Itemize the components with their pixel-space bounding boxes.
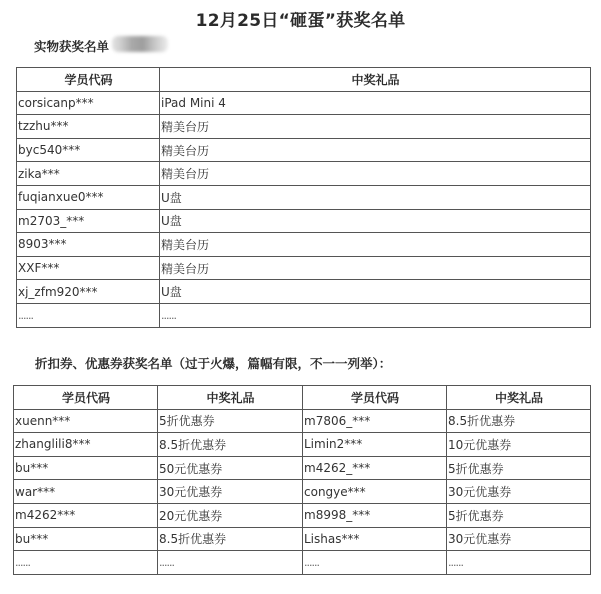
prize: 8.5折优惠券 bbox=[158, 433, 303, 457]
student-code: corsicanp*** bbox=[17, 91, 160, 115]
student-code: bu*** bbox=[14, 456, 158, 480]
column-header-student-code: 学员代码 bbox=[17, 68, 160, 92]
page-title: 12月25日“砸蛋”获奖名单 bbox=[195, 11, 406, 31]
table-row-ellipsis bbox=[17, 303, 591, 327]
student-code: congye*** bbox=[303, 480, 447, 504]
column-header-prize: 中奖礼品 bbox=[158, 386, 303, 410]
table-row bbox=[17, 115, 591, 139]
student-code: m2703_*** bbox=[17, 209, 160, 233]
student-code: fuqianxue0*** bbox=[17, 185, 160, 209]
column-header-prize: 中奖礼品 bbox=[447, 386, 591, 410]
student-code: ...... bbox=[303, 551, 447, 575]
table-row bbox=[14, 480, 591, 504]
prize: 精美台历 bbox=[160, 162, 591, 186]
prize: 精美台历 bbox=[160, 115, 591, 139]
student-code: XXF*** bbox=[17, 256, 160, 280]
prize: 8.5折优惠券 bbox=[158, 527, 303, 551]
prize: U盘 bbox=[160, 280, 591, 304]
student-code: zika*** bbox=[17, 162, 160, 186]
prize: iPad Mini 4 bbox=[160, 91, 591, 115]
student-code: m4262_*** bbox=[303, 456, 447, 480]
prize: U盘 bbox=[160, 209, 591, 233]
table-header-row bbox=[17, 68, 591, 92]
student-code: zhanglili8*** bbox=[14, 433, 158, 457]
table-header-row bbox=[14, 386, 591, 410]
prize: 10元优惠券 bbox=[447, 433, 591, 457]
student-code: 8903*** bbox=[17, 233, 160, 257]
prize: 5折优惠券 bbox=[158, 409, 303, 433]
student-code: m4262*** bbox=[14, 503, 158, 527]
student-code: war*** bbox=[14, 480, 158, 504]
prize: 精美台历 bbox=[160, 233, 591, 257]
student-code: m7806_*** bbox=[303, 409, 447, 433]
student-code: m8998_*** bbox=[303, 503, 447, 527]
table-row bbox=[17, 233, 591, 257]
student-code: byc540*** bbox=[17, 138, 160, 162]
physical-prizes-heading: 实物获奖名单 bbox=[34, 39, 110, 54]
prize: 8.5折优惠券 bbox=[447, 409, 591, 433]
column-header-student-code: 学员代码 bbox=[14, 386, 158, 410]
student-code: xuenn*** bbox=[14, 409, 158, 433]
student-code: tzzhu*** bbox=[17, 115, 160, 139]
table-row-ellipsis bbox=[14, 551, 591, 575]
prize: 30元优惠券 bbox=[158, 480, 303, 504]
table-row bbox=[17, 162, 591, 186]
prize: 5折优惠券 bbox=[447, 456, 591, 480]
column-header-prize: 中奖礼品 bbox=[160, 68, 591, 92]
redacted-blur bbox=[112, 36, 168, 52]
table-row bbox=[17, 209, 591, 233]
student-code: ...... bbox=[14, 551, 158, 575]
table-row bbox=[14, 456, 591, 480]
prize: ...... bbox=[158, 551, 303, 575]
physical-prizes-table bbox=[16, 67, 591, 328]
student-code: xj_zfm920*** bbox=[17, 280, 160, 304]
prize: ...... bbox=[160, 303, 591, 327]
coupon-prizes-table bbox=[13, 385, 591, 575]
table-row bbox=[17, 138, 591, 162]
table-row bbox=[14, 433, 591, 457]
table-row bbox=[14, 527, 591, 551]
table-row bbox=[17, 91, 591, 115]
prize: 5折优惠券 bbox=[447, 503, 591, 527]
coupon-prizes-heading: 折扣券、优惠券获奖名单（过于火爆，篇幅有限，不一一列举）： bbox=[35, 356, 392, 371]
prize: 精美台历 bbox=[160, 138, 591, 162]
prize: U盘 bbox=[160, 185, 591, 209]
prize: ...... bbox=[447, 551, 591, 575]
prize: 20元优惠券 bbox=[158, 503, 303, 527]
table-row bbox=[14, 503, 591, 527]
student-code: Lishas*** bbox=[303, 527, 447, 551]
student-code: bu*** bbox=[14, 527, 158, 551]
column-header-student-code: 学员代码 bbox=[303, 386, 447, 410]
student-code: Limin2*** bbox=[303, 433, 447, 457]
prize: 30元优惠券 bbox=[447, 480, 591, 504]
table-row bbox=[17, 185, 591, 209]
table-row bbox=[17, 256, 591, 280]
table-row bbox=[14, 409, 591, 433]
prize: 50元优惠券 bbox=[158, 456, 303, 480]
table-row bbox=[17, 280, 591, 304]
prize: 30元优惠券 bbox=[447, 527, 591, 551]
student-code: ...... bbox=[17, 303, 160, 327]
prize: 精美台历 bbox=[160, 256, 591, 280]
